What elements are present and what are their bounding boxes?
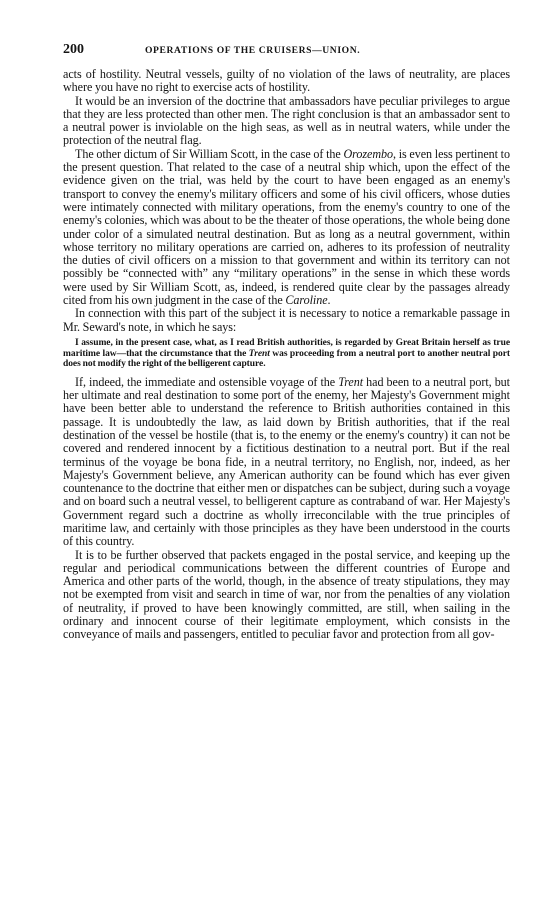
block-quote: I assume, in the present case, what, as I read British authorities, is regarded by Great Britain herself as true maritime law—that the circumstance that the Trent was proceeding from a neutral port to another neutral port does not modify the right of the belligerent capture. xyxy=(63,337,510,370)
body-paragraph: It is to be further observed that packets engaged in the postal service, and keeping up the regular and periodical communications between the different countries of Europe and America and other parts of the world, though, in the absence of treaty stipulations, they may not be exempted from visit and search in time of war, nor from the penalties of any violation of neutrality, if proved to have been knowingly committed, are still, when sailing in the ordinary and innocent course of their legitimate employment, which consists in the conveyance of mails and passengers, entitled to peculiar favor and protection from all gov- xyxy=(63,547,510,642)
body-paragraph: The other dictum of Sir William Scott, in the case of the Orozembo, is even less pertinent to the present question. That related to the case of a neutral ship which, upon the effect of the evidence given on the trial, was held by the court to have been engaged as an enemy's transport to convey the enemy's military officers and some of his civil officers, whose duties were intimately connected with military operations, from the enemy's country to one of the enemy's colonies, which was about to be the theater of those operations, the whole being done under color of a simulated neutral destination. But as long as a neutral government, within whose territory no military operations are carried on, adheres to its profession of neutrality the duties of civil officers on a mission to that government and within its territory can not possibly be “connected with” any “military operations” in the sense in which these words were used by Sir William Scott, as, indeed, is rendered quite clear by the passages already cited from his own judgment in the case of the Caroline. xyxy=(63,146,510,308)
body-paragraph: If, indeed, the immediate and ostensible voyage of the Trent had been to a neutral port, but her ultimate and real destination to some port of the enemy, her Majesty's Government might have been better able to understand the reference to British authorities contained in this passage. It is undoubtedly the law, as laid down by British authorities, that if the real destination of the vessel be hostile (that is, to the enemy or the enemy's country) it can not be covered and rendered innocent by a fictitious destination to a neutral port. But if the real terminus of the voyage be bona fide, in a neutral territory, no English, nor, indeed, as her Majesty's Government believe, any American authority can be found which has ever given countenance to the doctrine that either men or dispatches can be subject, during such a voyage and on board such a neutral vessel, to belligerent capture as contraband of war. Her Majesty's Government regard such a doctrine as wholly irreconcilable with the true principles of maritime law, and certainly with those principles as they have been understood in the courts of this country. xyxy=(63,374,510,549)
body-paragraph: acts of hostility. Neutral vessels, guilty of no violation of the laws of neutrality, are places where you have no right to exercise acts of hostility. xyxy=(63,67,510,95)
body-paragraph: It would be an inversion of the doctrine that ambassadors have peculiar privileges to argue that they are less protected than other men. The right conclusion is that an ambassador sent to a neutral power is inviolable on the high seas, as well as in neutral waters, while under the protection of the neutral flag. xyxy=(63,93,510,148)
page-header xyxy=(63,42,510,64)
book-page xyxy=(63,42,510,642)
body-paragraph: In connection with this part of the subject it is necessary to notice a remarkable passage in Mr. Seward's note, in which he says: xyxy=(63,306,510,334)
running-head: OPERATIONS OF THE CRUISERS—UNION. xyxy=(145,45,361,56)
page-number: 200 xyxy=(63,42,84,57)
